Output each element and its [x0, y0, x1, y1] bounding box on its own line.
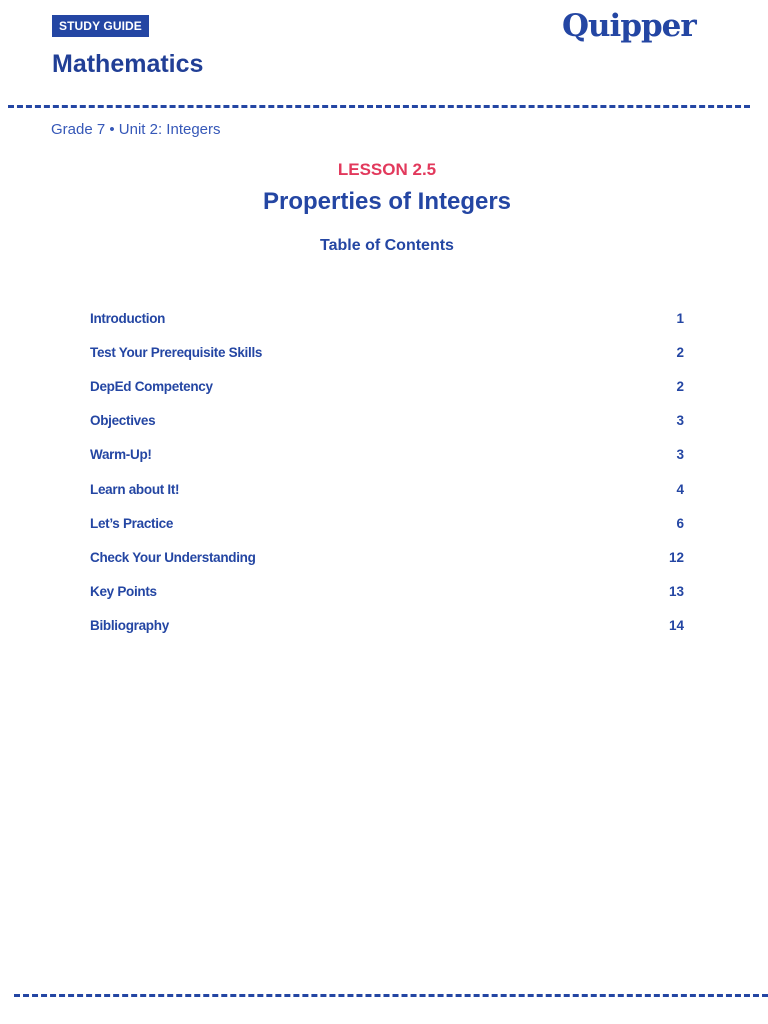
quipper-logo: Quipper [562, 8, 696, 44]
toc-item-page: 3 [676, 447, 684, 463]
toc-item-label: Learn about It! [90, 481, 180, 497]
lesson-title: Properties of Integers [262, 188, 512, 215]
toc-item-warm-up[interactable] [90, 438, 684, 472]
toc-item-label: Warm-Up! [90, 447, 152, 463]
toc-item-label: DepEd Competency [90, 378, 213, 394]
toc-item-key-points[interactable] [90, 575, 684, 609]
toc-item-page: 2 [676, 344, 684, 360]
toc-item-learn-about-it[interactable] [90, 472, 684, 506]
study-guide-badge: STUDY GUIDE [52, 15, 149, 37]
toc-item-lets-practice[interactable] [90, 506, 684, 540]
toc-item-prerequisite-skills[interactable] [90, 335, 684, 369]
toc-item-page: 4 [676, 481, 684, 497]
toc-item-page: 1 [676, 310, 684, 326]
toc-item-objectives[interactable] [90, 404, 684, 438]
subject-title: Mathematics [52, 50, 204, 78]
breadcrumb: Grade 7 • Unit 2: Integers [51, 121, 221, 138]
top-dotted-divider [8, 105, 750, 108]
toc-item-page: 13 [668, 584, 684, 600]
table-of-contents [90, 301, 684, 643]
toc-item-label: Let’s Practice [90, 515, 174, 531]
bottom-dotted-divider [14, 994, 768, 997]
lesson-number: LESSON 2.5 [337, 160, 437, 179]
toc-item-page: 6 [676, 515, 684, 531]
toc-item-page: 12 [668, 549, 684, 565]
toc-item-deped-competency[interactable] [90, 369, 684, 403]
toc-item-label: Key Points [90, 584, 157, 600]
toc-item-page: 3 [676, 413, 684, 429]
toc-item-label: Objectives [90, 413, 156, 429]
toc-heading: Table of Contents [320, 237, 454, 254]
toc-item-label: Test Your Prerequisite Skills [90, 344, 263, 360]
toc-item-label: Bibliography [90, 618, 169, 634]
toc-item-bibliography[interactable] [90, 609, 684, 643]
toc-item-check-understanding[interactable] [90, 540, 684, 574]
toc-item-label: Check Your Understanding [90, 549, 256, 565]
toc-item-page: 2 [676, 378, 684, 394]
toc-item-page: 14 [668, 618, 684, 634]
toc-item-introduction[interactable] [90, 301, 684, 335]
toc-item-label: Introduction [90, 310, 166, 326]
